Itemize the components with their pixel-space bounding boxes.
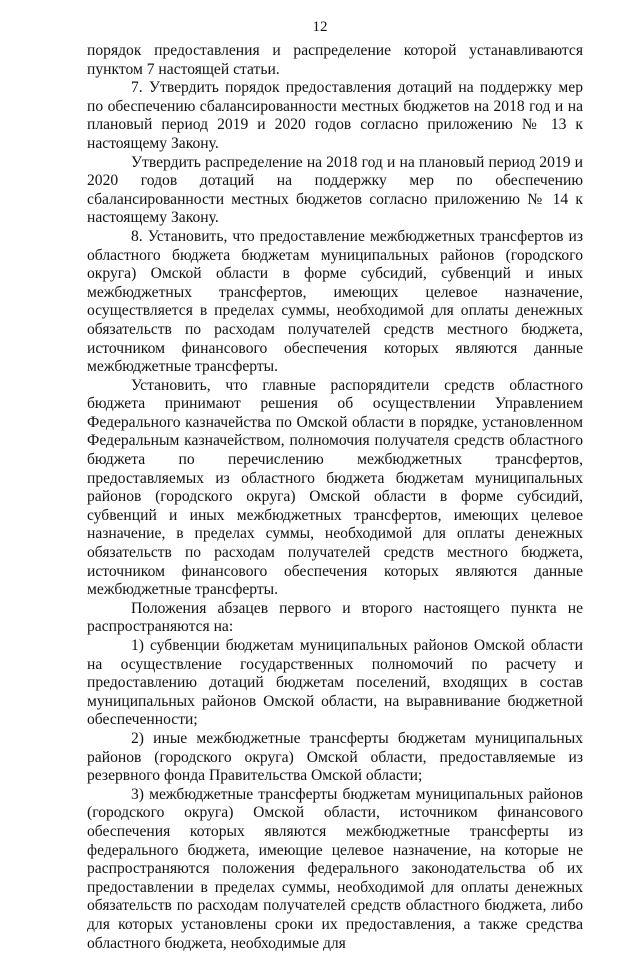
list-item-2: 2) иные межбюджетные трансферты бюджетам муниципальных районов (городского округа) Омской области, предоставляемые из резервного фонда Правительства Омской области; — [87, 729, 583, 785]
paragraph-item-7: 7. Утвердить порядок предоставления дотаций на поддержку мер по обеспечению сбалансированности местных бюджетов на 2018 год и на плановый период 2019 и 2020 годов согласно приложению № 13 к настоящему Закону. — [87, 79, 583, 152]
paragraph-distribution-approval: Утвердить распределение на 2018 год и на плановый период 2019 и 2020 годов дотаций на поддержку мер по обеспечению сбалансированности местных бюджетов согласно приложению № 14 к настоящему Закону. — [87, 153, 583, 227]
paragraph-exceptions-intro: Положения абзацев первого и второго настоящего пункта не распространяются на: — [87, 599, 583, 636]
list-item-1: 1) субвенции бюджетам муниципальных районов Омской области на осуществление государственных полномочий по расчету и предоставлению дотаций бюджетам поселений, входящих в состав муниципальных районов Омской области, на выравнивание бюджетной обеспеченности; — [87, 637, 583, 729]
paragraph-treasury-decision: Установить, что главные распорядители средств областного бюджета принимают решения об осуществлении Управлением Федерального казначейства по Омской области в порядке, установленном Федеральным казначейством, полномочия получателя средств областного бюджета по перечислению межбюджетных трансфертов, предоставляемых из областного бюджета бюджетам муниципальных районов (городского округа) Омской области в форме субсидий, субвенций и иных межбюджетных трансфертов, имеющих целевое назначение, в пределах суммы, необходимой для оплаты денежных обязательств по расходам получателей средств местного бюджета, источником финансового обеспечения которых являются данные межбюджетные трансферты. — [87, 376, 583, 599]
paragraph-continuation: порядок предоставления и распределение которой устанавливаются пунктом 7 настоящей статьи. — [87, 42, 583, 78]
paragraph-item-8: 8. Установить, что предоставление межбюджетных трансфертов из областного бюджета бюджетам муниципальных районов (городского округа) Омской области в форме субсидий, субвенций и иных межбюджетных трансфертов, имеющих целевое назначение, осуществляется в пределах суммы, необходимой для оплаты денежных обязательств по расходам получателей средств местного бюджета, источником финансового обеспечения которых являются данные межбюджетные трансферты. — [87, 227, 583, 376]
document-body — [87, 42, 583, 953]
list-item-3: 3) межбюджетные трансферты бюджетам муниципальных районов (городского округа) Омской области, источником финансового обеспечения которых являются межбюджетные трансферты из федерального бюджета, имеющие целевое назначение, на которые не распространяются положения федерального законодательства об их предоставлении в пределах суммы, необходимой для оплаты денежных обязательств по расходам получателей средств областного бюджета, либо для которых установлены сроки их предоставления, а также средства областного бюджета, необходимые для — [87, 785, 583, 952]
page-number: 12 — [312, 19, 328, 35]
